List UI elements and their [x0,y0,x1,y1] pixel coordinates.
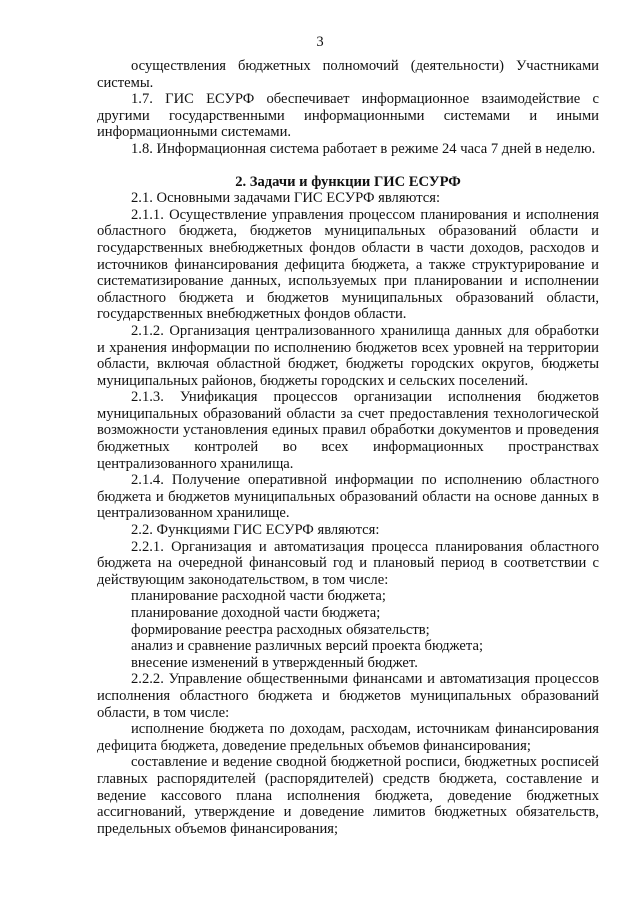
paragraph: осуществления бюджетных полномочий (деятельности) Участниками системы. [97,58,599,91]
list-item: формирование реестра расходных обязательств; [131,621,430,638]
paragraph: 2.2.1. Организация и автоматизация процесса планирования областного бюджета на очередной финансовый год и плановый период в соответствии с действующим законодательством, в том числе: [97,538,599,588]
section-heading: 2. Задачи и функции ГИС ЕСУРФ [235,173,461,190]
list-item: внесение изменений в утвержденный бюджет. [131,654,418,671]
paragraph: 2.1. Основными задачами ГИС ЕСУРФ являются: [131,190,441,207]
page-number: 3 [316,34,324,50]
paragraph: 1.7. ГИС ЕСУРФ обеспечивает информационное взаимодействие с другими государственными информационными системами и иными информационными системами. [97,91,599,141]
list-item: планирование расходной части бюджета; [131,588,386,605]
paragraph: 2.1.1. Осуществление управления процессом планирования и исполнения областного бюджета, бюджетов муниципальных образований области и государственных внебюджетных фондов области в части доходов, расходов и источников финансирования дефицита бюджета, а также структурирование и систематизирование данных, используемых при планировании и исполнении областного бюджета и бюджетов муниципальных образований области, государственных внебюджетных фондов области. [97,206,599,323]
paragraph: 2.2. Функциями ГИС ЕСУРФ являются: [131,522,380,539]
list-item: планирование доходной части бюджета; [131,605,381,621]
paragraph: 2.1.3. Унификация процессов организации исполнения бюджетов муниципальных образований области за счет предоставления технологической возможности установления единых правил обработки документов и проведения бюджетных контролей во всех информационных пространствах централизованного хранилища. [97,389,599,472]
paragraph: 2.1.2. Организация централизованного хранилища данных для обработки и хранения информации по исполнению бюджетов всех уровней на территории области, включая областной бюджет, бюджеты городских округов, бюджеты муниципальных районов, бюджеты городских и сельских поселений. [97,322,599,389]
paragraph: 2.2.2. Управление общественными финансами и автоматизация процессов исполнения областного бюджета и бюджетов муниципальных образований области, в том числе: [97,671,599,721]
document-body [97,58,599,837]
paragraph: 1.8. Информационная система работает в режиме 24 часа 7 дней в неделю. [131,140,596,157]
paragraph: составление и ведение сводной бюджетной росписи, бюджетных росписей главных распорядителей (распорядителей) средств бюджета, составление и ведение кассового плана исполнения бюджета, доведение бюджетных ассигнований, утверждение и доведение лимитов бюджетных обязательств, предельных объемов финансирования; [97,754,599,837]
paragraph: 2.1.4. Получение оперативной информации по исполнению областного бюджета и бюджетов муниципальных образований области на основе данных в централизованном хранилище. [97,472,599,522]
list-item: анализ и сравнение различных версий проекта бюджета; [131,638,483,655]
paragraph: исполнение бюджета по доходам, расходам, источникам финансирования дефицита бюджета, доведение предельных объемов финансирования; [97,721,599,754]
